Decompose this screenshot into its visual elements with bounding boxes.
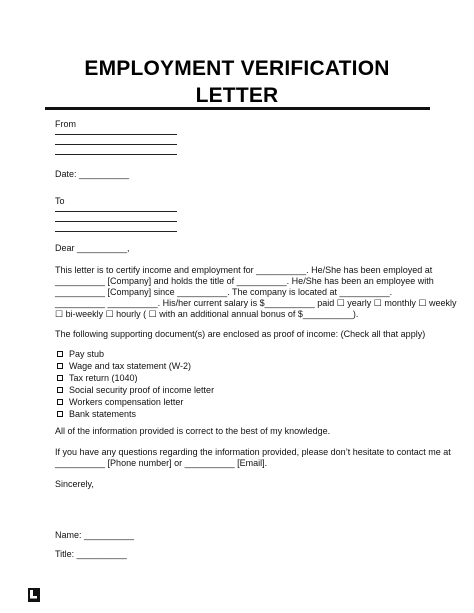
from-line-2	[55, 144, 177, 145]
checklist-item	[57, 348, 104, 360]
checkbox[interactable]	[57, 387, 63, 393]
checkbox[interactable]	[57, 351, 63, 357]
checklist-label: Social security proof of income letter	[69, 385, 215, 395]
body-paragraph-line: __________ __________. His/her current salary is $__________ paid ☐ yearly ☐ monthly ☐ weekly	[55, 298, 457, 308]
document-title-line2: LETTER	[195, 84, 279, 107]
title-field: Title: __________	[55, 549, 127, 559]
body-paragraph-line: This letter is to certify income and employment for __________. He/She has been employed at	[55, 265, 433, 275]
from-line-3	[55, 154, 177, 155]
name-field: Name: __________	[55, 530, 135, 540]
supporting-docs-intro: The following supporting document(s) are enclosed as proof of income: (Check all that apply)	[55, 329, 426, 339]
to-line-1	[55, 211, 177, 212]
checklist-label: Workers compensation letter	[69, 397, 184, 407]
checklist-label: Tax return (1040)	[69, 373, 138, 383]
checklist-label: Wage and tax statement (W-2)	[69, 361, 192, 371]
to-label: To	[55, 196, 65, 206]
checklist-label: Pay stub	[69, 349, 105, 359]
to-line-2	[55, 221, 177, 222]
from-label: From	[55, 119, 76, 129]
checkbox[interactable]	[57, 399, 63, 405]
lawdepot-logo-icon	[28, 588, 40, 602]
closing: Sincerely,	[55, 479, 94, 489]
body-paragraph-line: __________ [Company] and holds the title of __________. He/She has been an employee with	[55, 276, 434, 286]
checklist-item	[57, 360, 191, 372]
body-paragraph-line: ☐ bi-weekly ☐ hourly ( ☐ with an additional annual bonus of $__________).	[55, 309, 359, 319]
checklist-item	[57, 396, 183, 408]
correct-statement: All of the information provided is correct to the best of my knowledge.	[55, 426, 331, 436]
document-title-line1: EMPLOYMENT VERIFICATION	[84, 57, 390, 80]
body-paragraph-line: __________ [Company] since __________. The company is located at __________.	[55, 287, 393, 297]
contact-line: If you have any questions regarding the information provided, please don’t hesitate to contact me at	[55, 447, 451, 457]
from-line-1	[55, 134, 177, 135]
checklist-item	[57, 408, 136, 420]
checklist-item	[57, 372, 138, 384]
to-line-3	[55, 231, 177, 232]
date-field: Date: __________	[55, 169, 130, 179]
checklist-label: Bank statements	[69, 409, 137, 419]
checkbox[interactable]	[57, 375, 63, 381]
checklist-item	[57, 384, 214, 396]
contact-line: __________ [Phone number] or __________ [Email].	[55, 458, 268, 468]
checkbox[interactable]	[57, 363, 63, 369]
checkbox[interactable]	[57, 411, 63, 417]
title-divider	[45, 107, 430, 110]
salutation: Dear __________,	[55, 243, 130, 253]
